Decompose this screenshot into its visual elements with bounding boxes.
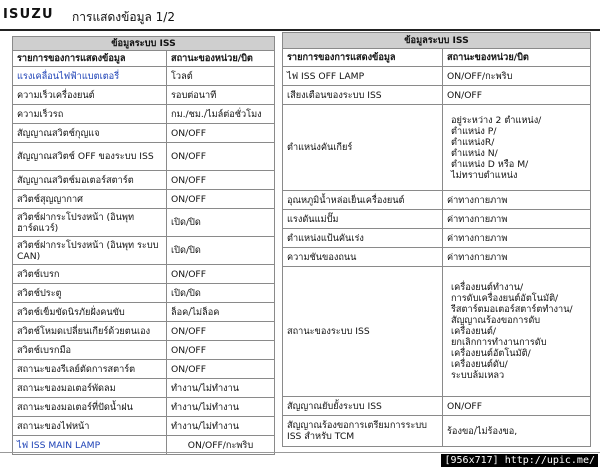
row-status [443,397,591,416]
table-row [13,171,275,190]
row-item: ตำแหน่งคันเกียร์ [283,105,443,191]
table-row [283,397,591,416]
row-status: โวลต์ [167,67,275,86]
table-row [13,124,275,143]
row-item: สถานะของไฟหน้า [13,417,167,436]
status-line: เครื่องยนต์ดับ/ [451,359,508,370]
table-row [13,322,275,341]
brand-logo: ISUZU [3,7,54,22]
table-row [13,143,275,171]
table-row [13,341,275,360]
column-header-item: รายการของการแสดงข้อมูล [283,49,443,67]
row-item: สัญญาณร้องขอการเตรียมการระบบ ISS สำหรับ TCM [283,416,443,447]
row-item: สวิตช์สุญญากาศ [13,190,167,209]
row-item: สวิตช์โหมดเปลี่ยนเกียร์ด้วยตนเอง [13,322,167,341]
row-item: ความเร็วเครื่องยนต์ [13,86,167,105]
row-item: แรงเคลื่อนไฟฟ้าแบตเตอรี่ [13,67,167,86]
table-row [13,237,275,265]
row-status: ON/OFF [167,143,275,171]
table-row [283,229,591,248]
header-divider [0,29,600,31]
row-item: สถานะของมอเตอร์ที่ปัดน้ำฝน [13,398,167,417]
table-row [13,284,275,303]
row-item: สัญญาณสวิตช์ OFF ของระบบ ISS [13,143,167,171]
left-data-table [12,36,275,455]
table-row [283,416,591,447]
table-row [283,67,591,86]
table-row [13,303,275,322]
row-item: สัญญาณสวิตช์มอเตอร์สตาร์ต [13,171,167,190]
status-line: ยกเลิกการทำงานการดับ [451,337,547,348]
row-status: กม./ชม./ไมล์ต่อชั่วโมง [167,105,275,124]
row-item: ตำแหน่งแป้นคันเร่ง [283,229,443,248]
row-status: ทำงาน/ไม่ทำงาน [167,379,275,398]
row-status [443,248,591,267]
table-row [13,265,275,284]
row-status: ON/OFF [167,265,275,284]
status-line: ตำแหน่ง D หรือ M/ [451,158,529,170]
status-line: ค่าทางกายภาพ [447,194,508,206]
row-item: ไฟ ISS OFF LAMP [283,67,443,86]
page-title: การแสดงข้อมูล 1/2 [72,10,175,24]
column-header-status: สถานะของหน่วย/บิต [443,49,591,67]
status-line: ค่าทางกายภาพ [447,251,508,263]
row-item: สวิตช์ฝากระโปรงหน้า (อินพุท ฮาร์ดแวร์) [13,209,167,237]
row-item: อุณหภูมิน้ำหล่อเย็นเครื่องยนต์ [283,191,443,210]
table-row [283,267,591,397]
status-line: เครื่องยนต์อัตโนมัติ/ [451,348,531,359]
table-row [283,86,591,105]
row-item: สวิตช์ประตู [13,284,167,303]
status-line: ค่าทางกายภาพ [447,232,508,244]
row-status [443,105,591,191]
table-row [13,417,275,436]
table-row [13,209,275,237]
status-line: ค่าทางกายภาพ [447,213,508,225]
status-line: รีสตาร์ตมอเตอร์สตาร์ตทำงาน/ [451,304,573,315]
row-item: สวิตช์เบรก [13,265,167,284]
row-status [443,191,591,210]
row-status [443,267,591,397]
status-line: ระบบล้มเหลว [451,370,505,381]
row-status: ON/OFF [167,190,275,209]
status-line: ตำแหน่ง P/ [451,125,497,137]
column-header-item: รายการของการแสดงข้อมูล [13,51,167,67]
row-item: สถานะของระบบ ISS [283,267,443,397]
row-item: สถานะของรีเลย์ตัดการสตาร์ต [13,360,167,379]
row-item: ความเร็วรถ [13,105,167,124]
status-line: ตำแหน่งR/ [451,136,495,148]
row-status [443,210,591,229]
row-item: สัญญาณยับยั้งระบบ ISS [283,397,443,416]
row-status: ON/OFF [167,124,275,143]
row-item: ความชันของถนน [283,248,443,267]
table-row [283,191,591,210]
row-status: เปิด/ปิด [167,237,275,265]
section-title: ข้อมูลระบบ ISS [283,33,591,49]
row-status: ล็อค/ไม่ล็อค [167,303,275,322]
table-row [13,360,275,379]
status-line: ON/OFF [447,400,483,412]
image-watermark: [956x717] http://upic.me/ [441,454,598,467]
status-line: การดับเครื่องยนต์อัตโนมัติ/ [451,293,559,304]
row-item: สถานะของมอเตอร์พัดลม [13,379,167,398]
section-title: ข้อมูลระบบ ISS [13,37,275,51]
row-status: รอบต่อนาที [167,86,275,105]
status-line: ตำแหน่ง N/ [451,147,498,159]
row-status: ON/OFF [167,341,275,360]
row-item: สวิตช์เข็มขัดนิรภัยฝั่งคนขับ [13,303,167,322]
table-row [283,248,591,267]
row-item: สวิตช์เบรกมือ [13,341,167,360]
row-status: เปิด/ปิด [167,284,275,303]
row-status: ON/OFF [167,171,275,190]
row-item: แรงดันแม่ปั๊ม [283,210,443,229]
row-status: เปิด/ปิด [167,209,275,237]
row-status: ทำงาน/ไม่ทำงาน [167,417,275,436]
row-status: ON/OFF [167,360,275,379]
row-item: สวิตช์ฝากระโปรงหน้า (อินพุท ระบบ CAN) [13,237,167,265]
table-row [283,105,591,191]
table-row [13,379,275,398]
table-row [13,105,275,124]
row-item: เสียงเตือนของระบบ ISS [283,86,443,105]
column-header-status: สถานะของหน่วย/บิต [167,51,275,67]
row-status [443,416,591,447]
status-line: ON/OFF [447,89,483,101]
page-header [0,0,600,30]
table-row [13,67,275,86]
row-status [443,229,591,248]
row-status: ทำงาน/ไม่ทำงาน [167,398,275,417]
table-row [13,86,275,105]
row-status [443,67,591,86]
table-row [283,210,591,229]
status-line: เครื่องยนต์ทำงาน/ [451,282,524,293]
table-row [13,398,275,417]
status-line: ON/OFF/กะพริบ [447,70,513,82]
status-line: ไม่ทราบตำแหน่ง [451,169,518,181]
footer-divider [0,452,600,453]
table-row [13,190,275,209]
row-item: สัญญาณสวิตช์กุญแจ [13,124,167,143]
status-line: อยู่ระหว่าง 2 ตำแหน่ง/ [451,114,542,126]
status-line: สัญญาณร้องขอการดับ [451,315,541,326]
right-data-table [282,32,591,447]
row-status: ON/OFF [167,322,275,341]
row-status [443,86,591,105]
row-status: ON/OFF/กะพริบ [167,436,275,455]
row-item: ไฟ ISS MAIN LAMP [13,436,167,455]
status-line: ร้องขอ/ไม่ร้องขอ, [447,425,518,437]
status-line: เครื่องยนต์/ [451,326,496,337]
